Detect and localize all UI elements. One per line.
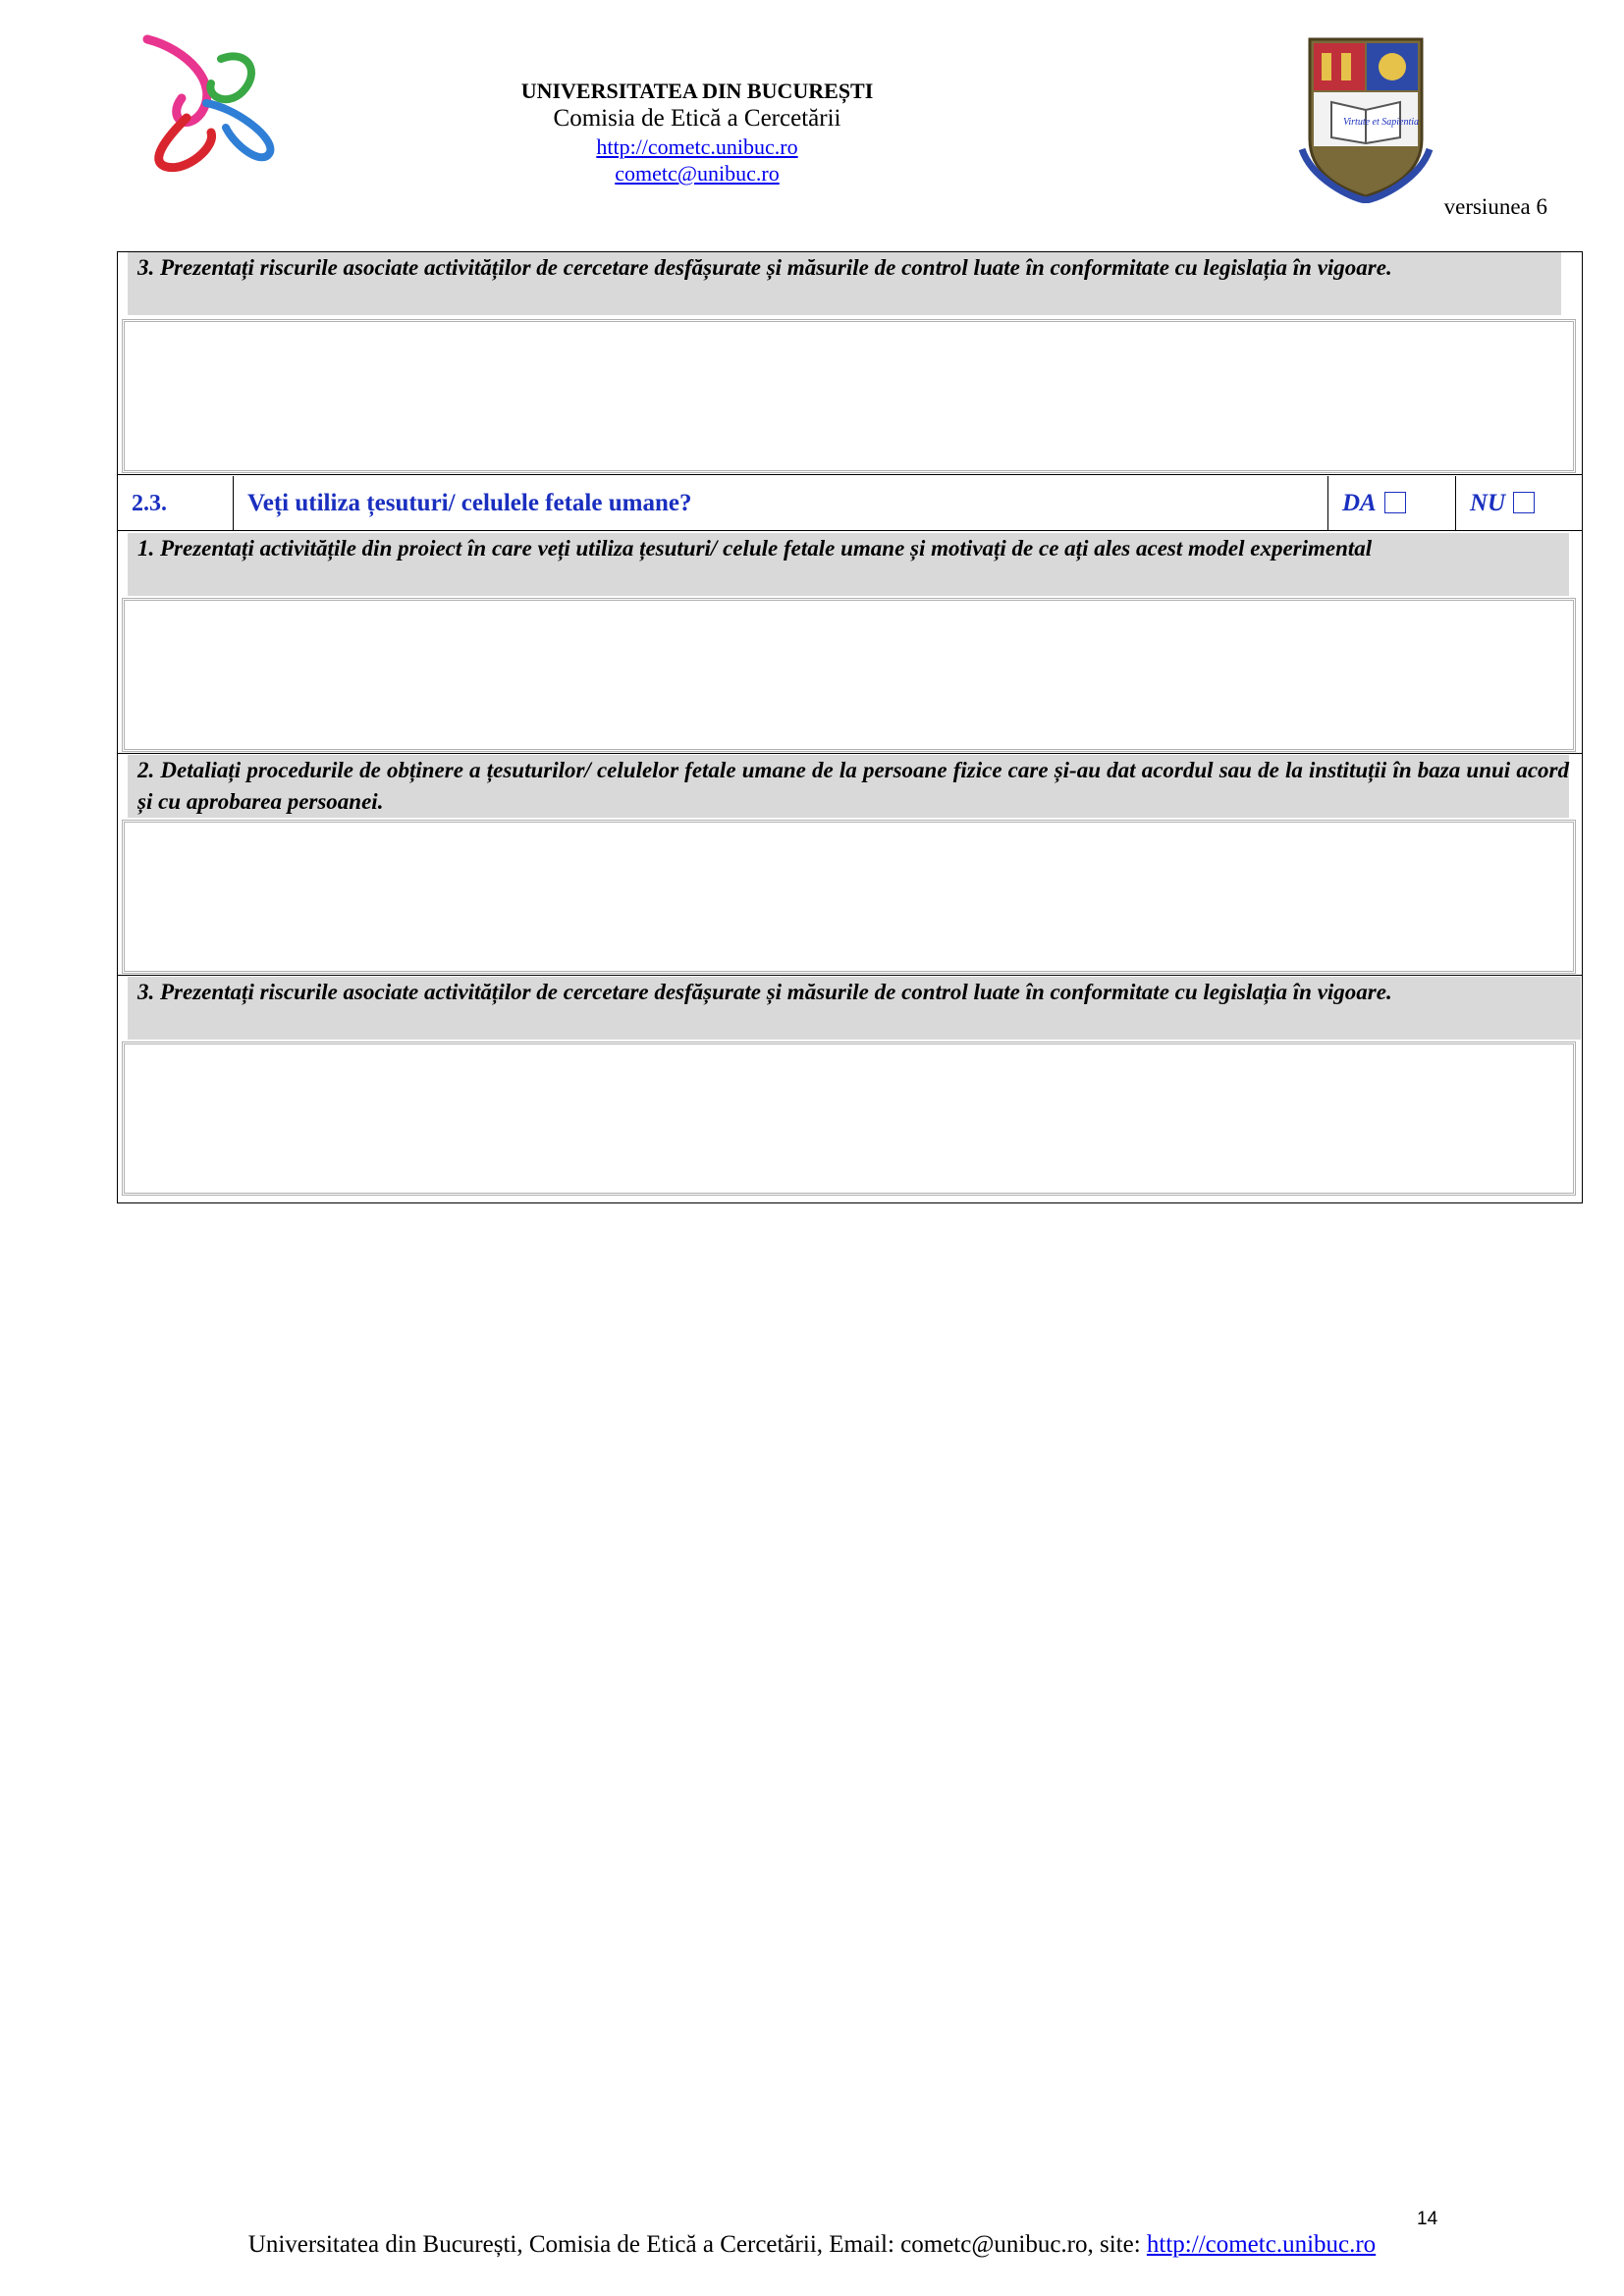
question-risks-top: 3. Prezentați riscurile asociate activităților de cercetare desfășurate și măsurile de control luate în conformitate cu legislația în vigoare.: [128, 252, 1561, 315]
section-number: 2.3.: [118, 476, 234, 530]
divider: [118, 474, 1582, 475]
commission-name: Comisia de Etică a Cercetării: [553, 105, 841, 132]
yes-label: DA: [1342, 490, 1377, 516]
yes-checkbox[interactable]: [1384, 492, 1406, 513]
footer-text: Universitatea din București, Comisia de Etică a Cercetării, Email: cometc@unibuc.ro, site:: [247, 2231, 1147, 2258]
page-number: 14: [1417, 2209, 1438, 2229]
divider: [118, 753, 1582, 754]
version-label: versiunea 6: [1443, 194, 1547, 219]
divider: [118, 975, 1582, 976]
question-procedures: 2. Detaliați procedurile de obținere a țesuturilor/ celulelor fetale umane de la persoane fizice care și-au dat acordul sau de la instituții în baza unui acord și cu aprobarea persoanei.: [128, 755, 1569, 818]
document-header: [393, 79, 1001, 187]
no-option[interactable]: [1456, 476, 1582, 530]
answer-field-risks[interactable]: [122, 1041, 1576, 1196]
answer-field-procedures[interactable]: [122, 820, 1576, 974]
ethics-form-table: [117, 251, 1583, 1203]
footer: [0, 2231, 1624, 2259]
email-link[interactable]: cometc@unibuc.ro: [615, 161, 780, 186]
no-checkbox[interactable]: [1513, 492, 1535, 513]
section-2-3-row: [118, 476, 1582, 531]
question-risks: 3. Prezentați riscurile asociate activităților de cercetare desfășurate și măsurile de control luate în conformitate cu legislația în vigoare.: [128, 977, 1581, 1040]
cometc-logo-icon: [128, 29, 285, 177]
no-label: NU: [1470, 490, 1506, 516]
crest-motto: Virtute et Sapientia: [1343, 117, 1420, 128]
yes-option[interactable]: [1328, 476, 1456, 530]
section-title: Veți utiliza țesuturi/ celulele fetale umane?: [234, 476, 1328, 530]
question-activities: 1. Prezentați activitățile din proiect în care veți utiliza țesuturi/ celule fetale umane și motivați de ce ați ales acest model experimental: [128, 533, 1569, 596]
answer-field-activities[interactable]: [122, 598, 1576, 752]
website-link[interactable]: http://cometc.unibuc.ro: [596, 134, 798, 159]
university-name: UNIVERSITATEA DIN BUCUREȘTI: [520, 79, 874, 103]
answer-field-risks-top[interactable]: [122, 319, 1576, 473]
footer-site-link[interactable]: http://cometc.unibuc.ro: [1146, 2231, 1377, 2258]
university-crest-icon: [1292, 31, 1439, 203]
